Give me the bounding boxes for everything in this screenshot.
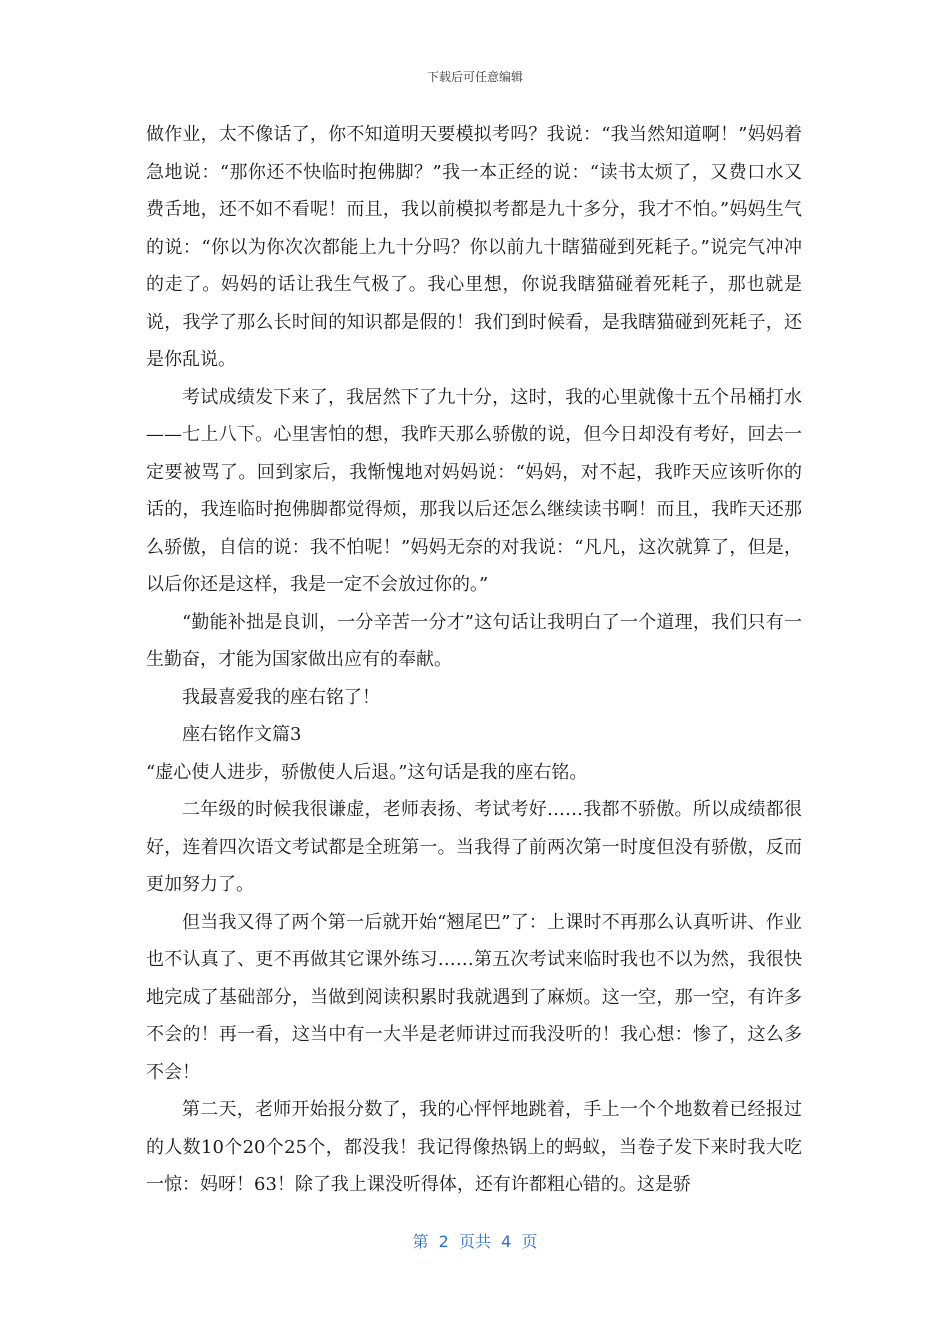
section-heading: 座右铭作文篇3 <box>182 724 302 745</box>
paragraph: 考试成绩发下来了，我居然下了九十分，这时，我的心里就像十五个吊桶打水——七上八下。心里害怕的想，我昨天那么骄傲的说，但今日却没有考好，回去一定要被骂了。回到家后，我惭愧地对妈妈说：“妈妈，对不起，我昨天应该听你的话的，我连临时抱佛脚都觉得烦，那我以后还怎么继续读书啊！而且，我昨天还那么骄傲，自信的说：我不怕呢！”妈妈无奈的对我说：“凡凡，这次就算了，但是，以后你还是这样，我是一定不会放过你的。” <box>146 386 802 595</box>
paragraph: 我最喜爱我的座右铭了！ <box>182 686 380 708</box>
paragraph: 第二天，老师开始报分数了，我的心怦怦地跳着，手上一个个地数着已经报过的人数10个20个25个，都没我！我记得像热锅上的蚂蚁，当卷子发下来时我大吃一惊：妈呀！63！除了我上课没听得体，还有许都粗心错的。这是骄 <box>146 1099 802 1195</box>
paragraph: 做作业，太不像话了，你不知道明天要模拟考吗？我说：“我当然知道啊！”妈妈着急地说：“那你还不快临时抱佛脚？”我一本正经的说：“读书太烦了，又费口水又费舌地，还不如不看呢！而且，我以前模拟考都是九十多分，我才不怕。”妈妈生气的说：“你以为你次次都能上九十分吗？你以前九十瞎猫碰到死耗子。”说完气冲冲的走了。妈妈的话让我生气极了。我心里想，你说我瞎猫碰着死耗子，那也就是说，我学了那么长时间的知识都是假的！我们到时候看，是我瞎猫碰到死耗子，还是你乱说。 <box>146 124 802 370</box>
paragraph: “勤能补拙是良训，一分辛苦一分才”这句话让我明白了一个道理，我们只有一生勤奋，才能为国家做出应有的奉献。 <box>146 611 802 670</box>
paragraph: “虚心使人进步，骄傲使人后退。”这句话是我的座右铭。 <box>146 761 588 783</box>
paragraph: 二年级的时候我很谦虚，老师表扬、考试考好……我都不骄傲。所以成绩都很好，连着四次语文考试都是全班第一。当我得了前两次第一时度但没有骄傲，反而更加努力了。 <box>146 799 802 895</box>
page-number-footer: 第 2 页共 4 页 <box>412 1232 538 1251</box>
document-body <box>146 116 802 1204</box>
paragraph: 但当我又得了两个第一后就开始“翘尾巴”了：上课时不再那么认真听讲、作业也不认真了、更不再做其它课外练习……第五次考试来临时我也不以为然，我很快地完成了基础部分，当做到阅读积累时我就遇到了麻烦。这一空，那一空，有许多不会的！再一看，这当中有一大半是老师讲过而我没听的！我心想：惨了，这么多不会！ <box>146 911 802 1083</box>
page-header: 下载后可任意编辑 <box>426 70 523 84</box>
